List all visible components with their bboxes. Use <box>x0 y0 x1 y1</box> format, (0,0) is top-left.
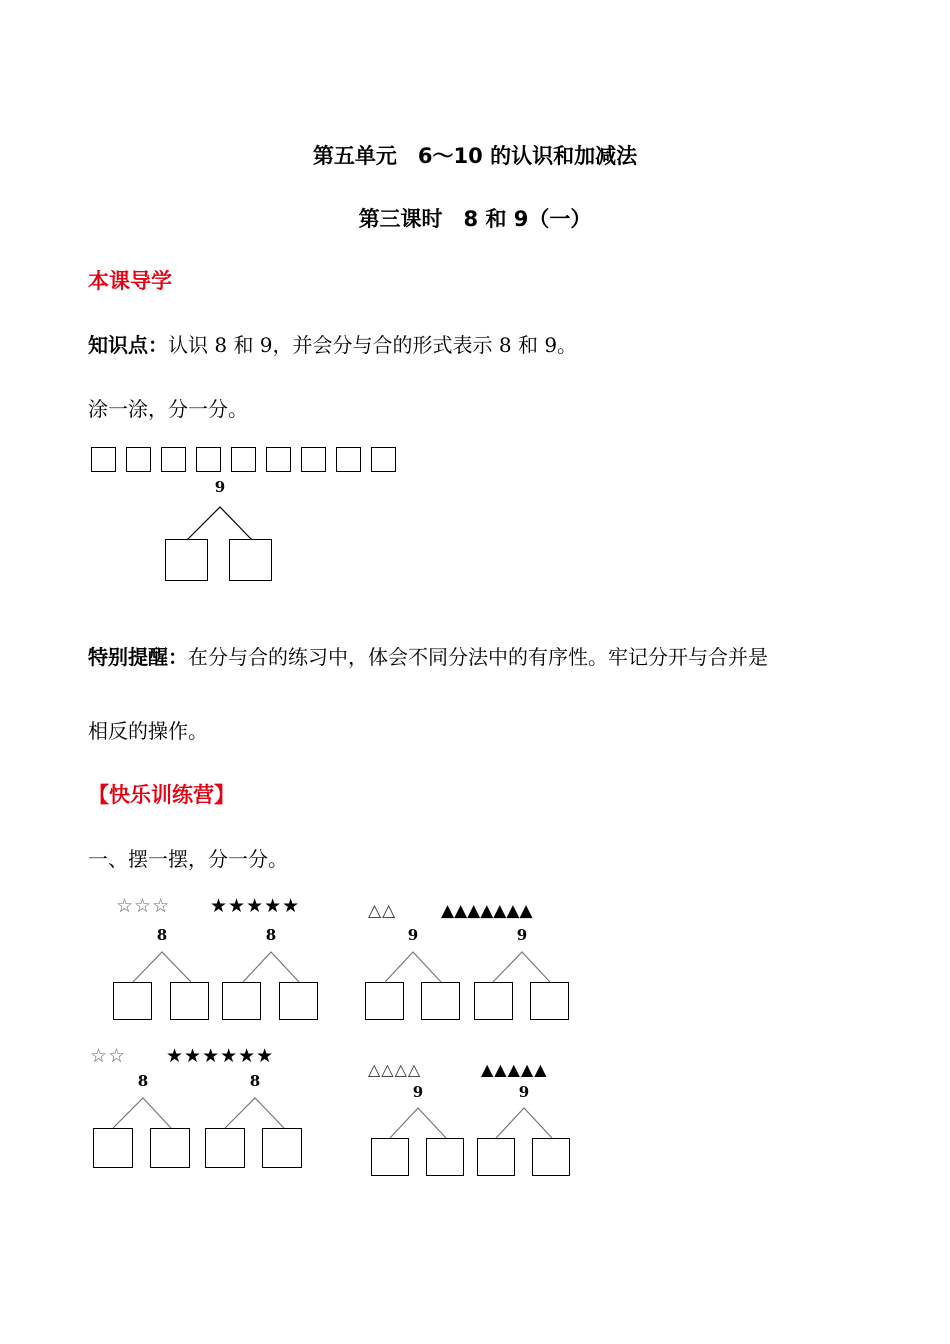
practice-heading: 【快乐训练营】 <box>88 783 235 807</box>
exercise-number: 9 <box>518 1083 530 1101</box>
answer-box[interactable] <box>365 982 404 1020</box>
answer-box[interactable] <box>371 1138 409 1176</box>
lesson-title: 第三课时 8 和 9（一） <box>358 207 592 231</box>
answer-box[interactable] <box>93 1128 133 1168</box>
question-1: 一、摆一摆，分一分。 <box>88 847 288 871</box>
solid-triangles: ▲▲▲▲▲▲▲ <box>441 901 533 921</box>
solid-stars: ★★★★★★ <box>166 1045 275 1067</box>
answer-box[interactable] <box>477 1138 515 1176</box>
answer-box[interactable] <box>113 982 152 1020</box>
exercise-number: 8 <box>265 926 277 944</box>
answer-box[interactable] <box>205 1128 245 1168</box>
answer-box[interactable] <box>532 1138 570 1176</box>
hollow-stars: ☆☆☆ <box>116 895 171 917</box>
knowledge-label: 知识点： <box>88 333 168 357</box>
exercise-number: 8 <box>137 1072 149 1090</box>
unit-title: 第五单元 6～10 的认识和加减法 <box>312 144 638 168</box>
exercise-number: 9 <box>412 1083 424 1101</box>
answer-box[interactable] <box>426 1138 464 1176</box>
answer-box[interactable] <box>474 982 513 1020</box>
reminder-label: 特别提醒： <box>88 645 188 669</box>
exercise-number: 9 <box>407 926 419 944</box>
solid-triangles: ▲▲▲▲▲ <box>481 1060 548 1079</box>
answer-box[interactable] <box>279 982 318 1020</box>
activity-instruction: 涂一涂，分一分。 <box>88 397 248 421</box>
answer-box[interactable] <box>530 982 569 1020</box>
answer-box[interactable] <box>262 1128 302 1168</box>
answer-box[interactable] <box>150 1128 190 1168</box>
knowledge-text: 认识 8 和 9，并会分与合的形式表示 8 和 9。 <box>168 333 578 357</box>
hollow-triangles: △△△△ <box>368 1060 422 1079</box>
solid-stars: ★★★★★ <box>210 895 301 917</box>
reminder-text: 在分与合的练习中，体会不同分法中的有序性。牢记分开与合并是 <box>188 645 768 669</box>
diagram-number: 9 <box>214 478 226 496</box>
exercise-number: 9 <box>516 926 528 944</box>
exercise-number: 8 <box>156 926 168 944</box>
reminder-line2: 相反的操作。 <box>88 719 208 743</box>
hollow-triangles: △△ <box>368 901 397 921</box>
hollow-stars: ☆☆ <box>90 1045 127 1067</box>
answer-box[interactable] <box>421 982 460 1020</box>
guide-heading: 本课导学 <box>88 269 172 293</box>
exercise-number: 8 <box>249 1072 261 1090</box>
answer-box[interactable] <box>222 982 261 1020</box>
answer-box[interactable] <box>170 982 209 1020</box>
